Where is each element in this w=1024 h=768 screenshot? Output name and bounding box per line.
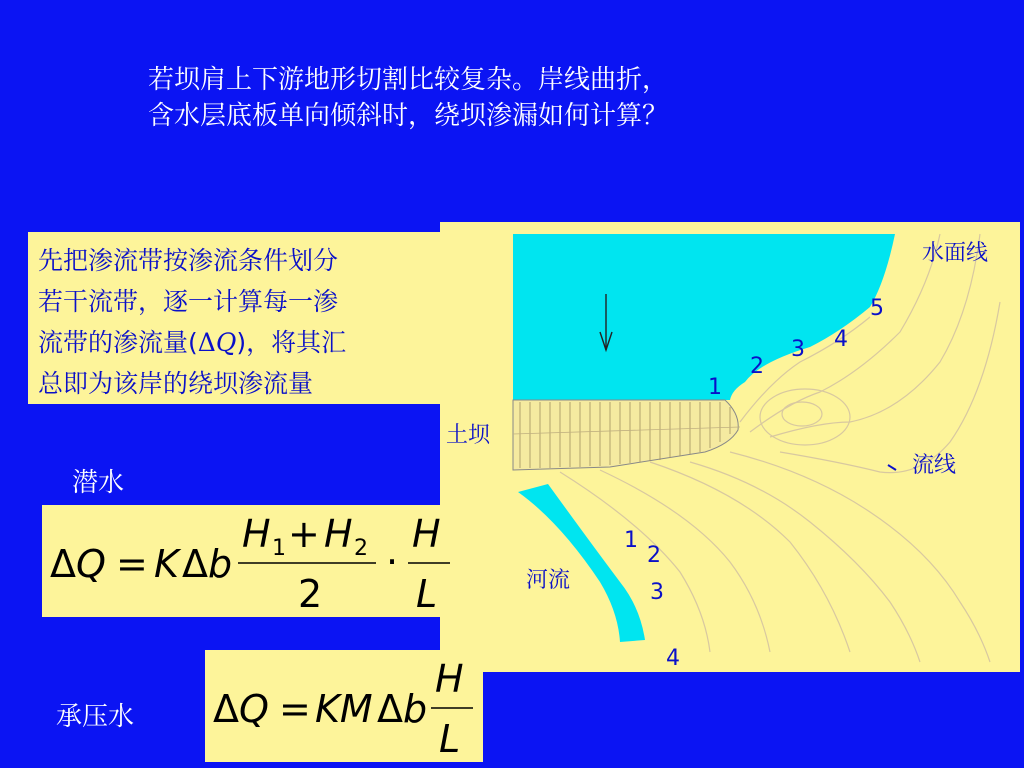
description-box <box>28 232 452 404</box>
f1-h2: H <box>324 512 353 556</box>
f2-equals: = <box>279 687 311 731</box>
description-line-3 <box>38 322 452 363</box>
lower-number-3: 3 <box>650 580 664 605</box>
phreatic-label: 潜水 <box>72 468 125 498</box>
f1-delta: Δ <box>50 542 76 586</box>
formula-phreatic <box>42 505 456 617</box>
f1-sub2: 2 <box>354 536 368 561</box>
title-line-2: 含水层底板单向倾斜时，绕坝渗漏如何计算？ <box>148 101 669 131</box>
lower-number-1: 1 <box>624 528 638 553</box>
f2-num: H <box>435 657 464 701</box>
f1-q: Q <box>76 542 106 586</box>
f1-num2: H <box>412 512 441 556</box>
f1-sub1: 1 <box>272 536 286 561</box>
f1-equals: = <box>116 542 148 586</box>
f1-k: K <box>154 542 179 586</box>
lower-number-4: 4 <box>666 646 680 671</box>
f2-den: L <box>439 717 461 761</box>
f1-dot: · <box>386 540 399 584</box>
f1-b: b <box>208 542 233 586</box>
description-line-1: 先把渗流带按渗流条件划分 <box>38 246 339 275</box>
f2-km: KM <box>315 687 373 731</box>
f2-q: Q <box>239 687 269 731</box>
river-label: 河流 <box>526 568 571 593</box>
delta-symbol: Δ <box>197 328 216 357</box>
diagram-panel <box>440 222 1020 672</box>
q-symbol: Q <box>215 328 237 357</box>
description-line-4: 总即为该岸的绕坝渗流量 <box>38 369 314 398</box>
description-line-3-pre: 流带的渗流量( <box>38 328 198 357</box>
upper-number-2: 2 <box>750 354 764 379</box>
upper-number-5: 5 <box>870 296 884 321</box>
slide-title <box>148 62 668 134</box>
water-surface-line-label: 水面线 <box>922 241 989 266</box>
f1-plus: + <box>288 512 320 556</box>
f1-den2: L <box>416 572 438 616</box>
f1-h1: H <box>242 512 271 556</box>
description-line-2: 若干流带，逐一计算每一渗 <box>38 287 339 316</box>
confined-label: 承压水 <box>56 702 135 732</box>
title-line-1: 若坝肩上下游地形切割比较复杂。岸线曲折， <box>148 65 669 95</box>
f2-b: b <box>403 687 428 731</box>
formula-confined <box>205 650 483 762</box>
upper-number-3: 3 <box>791 337 805 362</box>
f1-delta-b: Δ <box>182 542 208 586</box>
f2-delta: Δ <box>213 687 239 731</box>
streamline-label: 流线 <box>912 453 957 478</box>
description-line-3-post: )，将其汇 <box>236 328 347 357</box>
upper-number-1: 1 <box>708 375 722 400</box>
upper-number-4: 4 <box>834 327 848 352</box>
f1-den1: 2 <box>298 572 323 616</box>
lower-number-2: 2 <box>647 543 661 568</box>
f2-delta-b: Δ <box>377 687 403 731</box>
earth-dam-label: 土坝 <box>446 423 491 448</box>
